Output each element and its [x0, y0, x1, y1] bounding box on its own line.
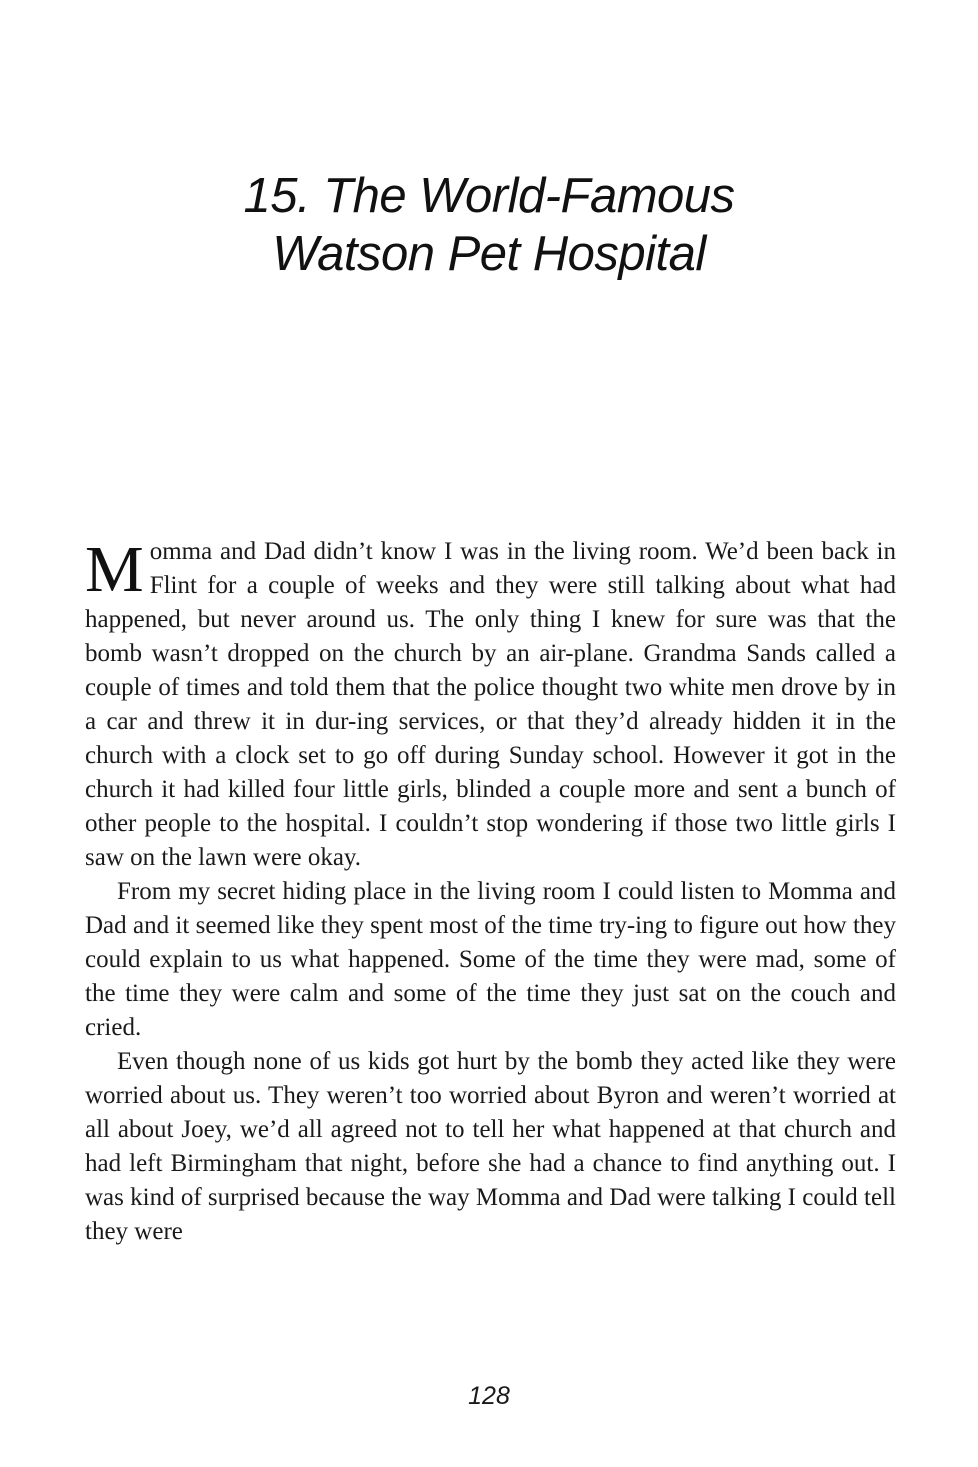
drop-cap: M — [85, 533, 144, 606]
chapter-body — [85, 535, 896, 1249]
chapter-title-line-2: Watson Pet Hospital — [272, 226, 706, 281]
paragraph-2: From my secret hiding place in the living room I could listen to Momma and Dad and it seemed like they spent most of the time try-ing to figure out how they could explain to us what happened. Some of the time they were mad, some of the time they were calm and some of the time they just sat on the couch and cried. — [85, 878, 896, 1041]
paragraph-1-text: omma and Dad didn’t know I was in the living room. We’d been back in Flint for a couple of weeks and they were still talking about what had happened, but never around us. The only thing I knew for sure was that the bomb wasn’t dropped on the church by an air-plane. Grandma Sands called a couple of times and told them that the police thought two white men drove by in a car and threw it in dur-ing services, or that they’d already hidden it in the church with a clock set to go off during Sunday school. However it got in the church it had killed four little girls, blinded a couple more and sent a bunch of other people to the hospital. I couldn’t stop wondering if those two little girls I saw on the lawn were okay. — [85, 538, 896, 871]
chapter-title-line-1: 15. The World-Famous — [243, 168, 735, 223]
paragraph-3: Even though none of us kids got hurt by the bomb they acted like they were worried about us. They weren’t too worried about Byron and weren’t worried at all about Joey, we’d all agreed not to tell her what happened at that church and had left Birmingham that night, before she had a chance to find anything out. I was kind of surprised because the way Momma and Dad were talking I could tell they were — [85, 1048, 896, 1245]
page-number: 128 — [468, 1382, 510, 1410]
chapter-title — [0, 167, 978, 283]
paragraph-1 — [85, 535, 896, 875]
